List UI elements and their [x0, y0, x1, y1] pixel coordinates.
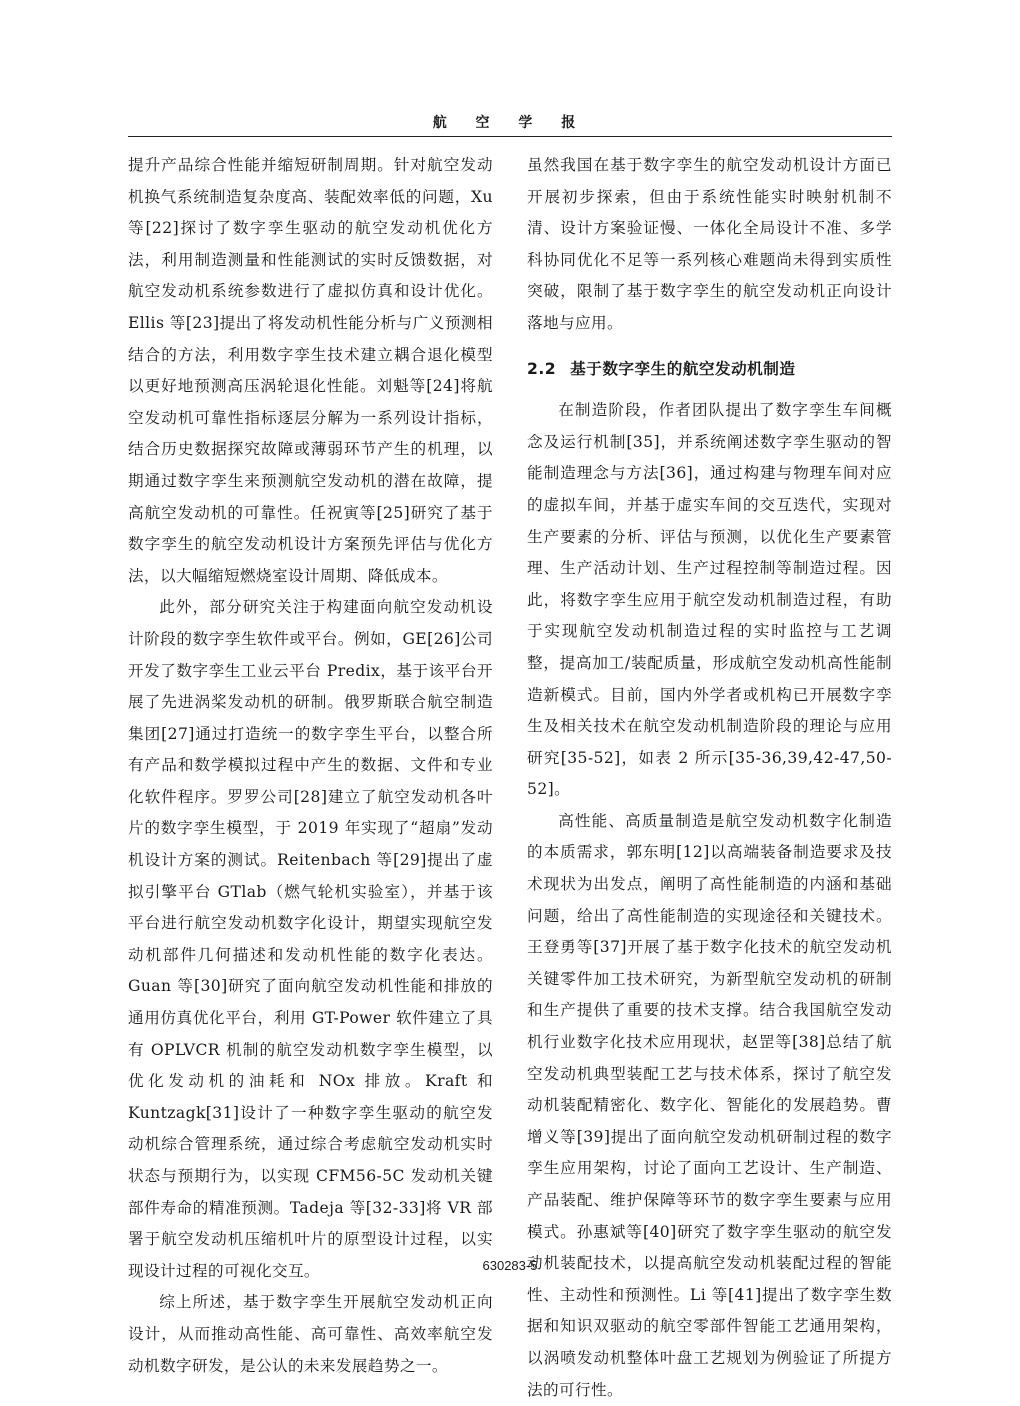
section-number: 2.2 — [527, 359, 557, 378]
running-header — [128, 108, 892, 136]
paragraph: 此外，部分研究关注于构建面向航空发动机设计阶段的数字孪生软件或平台。例如，GE[26]公司开发了数字孪生工业云平台 Predix，基于该平台开展了先进涡桨发动机的研制。俄罗斯联合航空制造集团[27]通过打造统一的数字孪生平台，以整合所有产品和数学模拟过程中产生的数据、文件和专业化软件程序。罗罗公司[28]建立了航空发动机各叶片的数字孪生模型，于 2019 年实现了“超扇”发动机设计方案的测试。Reitenbach 等[29]提出了虚拟引擎平台 GTlab（燃气轮机实验室），并基于该平台进行航空发动机数字化设计，期望实现航空发动机部件几何描述和发动机性能的数字化表达。Guan 等[30]研究了面向航空发动机性能和排放的通用仿真优化平台，利用 GT-Power 软件建立了具有 OPLVCR 机制的航空发动机数字孪生模型，以优化发动机的油耗和 NOx 排放。Kraft 和 Kuntzagk[31]设计了一种数字孪生驱动的航空发动机综合管理系统，通过综合考虑航空发动机实时状态与预期行为，以实现 CFM56-5C 发动机关键部件寿命的精准预测。Tadeja 等[32-33]将 VR 部署于航空发动机压缩机叶片的原型设计过程，以实现设计过程的可视化交互。 — [128, 598, 493, 1280]
left-column — [128, 150, 493, 1382]
right-column — [527, 150, 892, 1406]
paragraph: 在制造阶段，作者团队提出了数字孪生车间概念及运行机制[35]，并系统阐述数字孪生驱动的智能制造理念与方法[36]，通过构建与物理车间对应的虚拟车间，并基于虚实车间的交互迭代，实现对生产要素的分析、评估与预测，以优化生产要素管理、生产活动计划、生产过程控制等制造过程。因此，将数字孪生应用于航空发动机制造过程，有助于实现航空发动机制造过程的实时监控与工艺调整，提高加工/装配质量，形成航空发动机高性能制造新模式。目前，国内外学者或机构已开展数字孪生及相关技术在航空发动机制造阶段的理论与应用研究[35-52]，如表 2 所示[35-36,39,42-47,50-52]。 — [527, 401, 892, 799]
journal-title: 航 空 学 报 — [432, 115, 588, 131]
paragraph: 提升产品综合性能并缩短研制周期。针对航空发动机换气系统制造复杂度高、装配效率低的问题，Xu 等[22]探讨了数字孪生驱动的航空发动机优化方法，利用制造测量和性能测试的实时反馈数据，对航空发动机系统参数进行了虚拟仿真和设计优化。Ellis 等[23]提出了将发动机性能分析与广义预测相结合的方法，利用数字孪生技术建立耦合退化模型以更好地预测高压涡轮退化性能。刘魁等[24]将航空发动机可靠性指标逐层分解为一系列设计指标，结合历史数据探究故障或薄弱环节产生的机理，以期通过数字孪生来预测航空发动机的潜在故障，提高航空发动机的可靠性。任祝寅等[25]研究了基于数字孪生的航空发动机设计方案预先评估与优化方法，以大幅缩短燃烧室设计周期、降低成本。 — [128, 156, 493, 585]
header-rule — [128, 136, 892, 137]
section-title: 基于数字孪生的航空发动机制造 — [570, 359, 796, 378]
paragraph: 虽然我国在基于数字孪生的航空发动机设计方面已开展初步探索，但由于系统性能实时映射机制不清、设计方案验证慢、一体化全局设计不准、多学科协同优化不足等一系列核心难题尚未得到实质性突破，限制了基于数字孪生的航空发动机正向设计落地与应用。 — [527, 156, 892, 332]
page-number: 630283-5 — [482, 1258, 538, 1273]
paragraph: 综上所述，基于数字孪生开展航空发动机正向设计，从而推动高性能、高可靠性、高效率航空发动机数字研发，是公认的未来发展趋势之一。 — [128, 1293, 493, 1375]
section-heading — [527, 354, 892, 386]
paragraph: 高性能、高质量制造是航空发动机数字化制造的本质需求，郭东明[12]以高端装备制造要求及技术现状为出发点，阐明了高性能制造的内涵和基础问题，给出了高性能制造的实现途径和关键技术。王登勇等[37]开展了基于数字化技术的航空发动机关键零件加工技术研究，为新型航空发动机的研制和生产提供了重要的技术支撑。结合我国航空发动机行业数字化技术应用现状，赵罡等[38]总结了航空发动机典型装配工艺与技术体系，探讨了航空发动机装配精密化、数字化、智能化的发展趋势。曹增义等[39]提出了面向航空发动机研制过程的数字孪生应用架构，讨论了面向工艺设计、生产制造、产品装配、维护保障等环节的数字孪生要素与应用模式。孙惠斌等[40]研究了数字孪生驱动的航空发动机装配技术，以提高航空发动机装配过程的智能性、主动性和预测性。Li 等[41]提出了数字孪生数据和知识双驱动的航空零部件智能工艺通用架构，以涡喷发动机整体叶盘工艺规划为例验证了所提方法的可行性。 — [527, 811, 892, 1399]
